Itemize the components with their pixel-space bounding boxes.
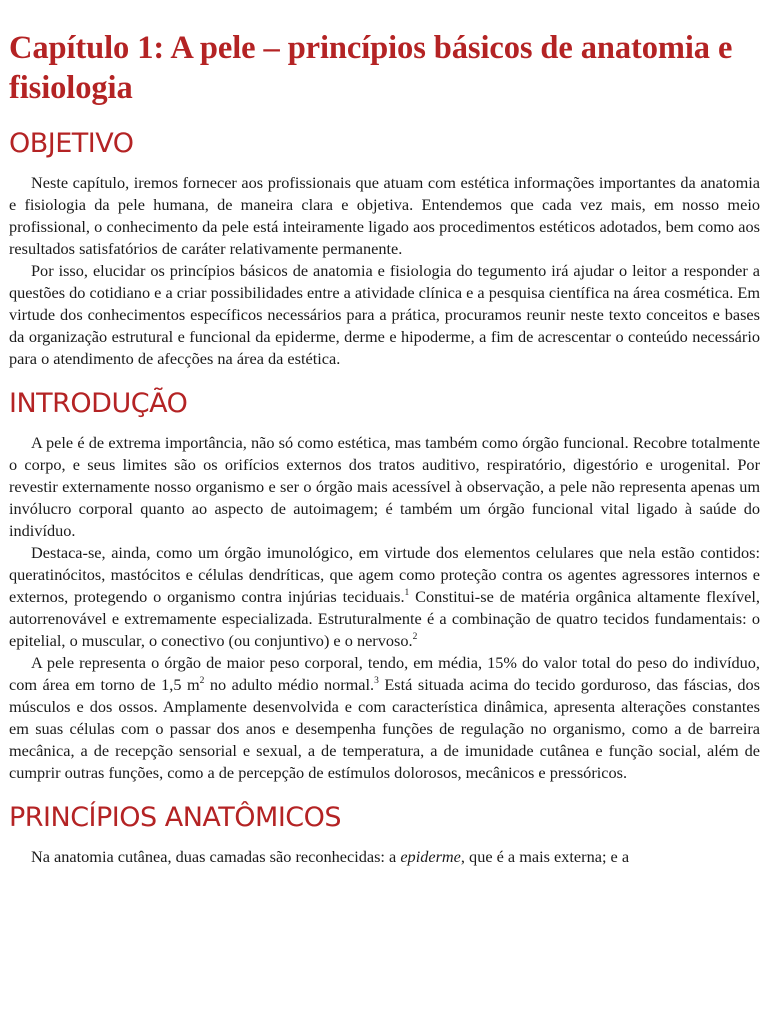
section-introducao	[9, 384, 760, 784]
paragraph	[9, 542, 760, 652]
paragraph-text: Destaca-se, ainda, como um órgão imunológico, em virtude dos elementos celulares que nela estão contidos: queratinócitos, mastócitos e células dendríticas, que agem como proteção contra os agentes agressores internos e externos, protegendo o organismo contra injúrias teciduais.	[9, 543, 760, 606]
paragraph	[9, 846, 760, 868]
paragraph: A pele é de extrema importância, não só como estética, mas também como órgão funcional. Recobre totalmente o corpo, e seus limites são os orifícios externos dos tratos auditivo, respiratório, digestório e urogenital. Por revestir externamente nosso organismo e ser o órgão mais acessível à observação, a pele não representa apenas um invólucro corporal quanto ao aspecto de autoimagem; é também um órgão funcional vital ligado à saúde do indivíduo.	[9, 433, 760, 540]
paragraph-text: Na anatomia cutânea, duas camadas são reconhecidas: a	[31, 847, 401, 866]
paragraph: Neste capítulo, iremos fornecer aos profissionais que atuam com estética informações importantes da anatomia e fisiologia da pele humana, de maneira clara e objetiva. Entendemos que cada vez mais, em nosso meio profissional, o conhecimento da pele está inteiramente ligado aos procedimentos estéticos adotados, bem como aos resultados satisfatórios de caráter relativamente permanente.	[9, 173, 760, 258]
superscript-exponent: 2	[199, 675, 205, 686]
emphasis-term: epiderme	[400, 847, 461, 866]
section-principios-anatomicos	[9, 798, 760, 868]
paragraph-text: A pele representa o órgão de maior peso corporal, tendo, em média, 15% do valor total do peso do indivíduo, com área em torno de 1,5 m	[9, 653, 760, 694]
paragraph-text: no adulto médio normal.	[204, 675, 375, 694]
paragraph-text: , que é a mais externa; e a	[460, 847, 630, 866]
chapter-title: Capítulo 1: A pele – princípios básicos de anatomia e fisiologia	[9, 30, 733, 106]
footnote-ref: 1	[404, 587, 410, 598]
paragraph-text: Está situada acima do tecido gorduroso, das fáscias, dos músculos e dos ossos. Amplamente desenvolvida e com característica dinâmica, apresenta alterações constantes em suas células com o passar dos anos e desempenha funções de regulação no organismo, como a de barreira mecânica, a de recepção sensorial e sexual, a de temperatura, a de imunidade cutânea e função social, além de cumprir outras funções, como a de percepção de estímulos dolorosos, mecânicos e pressóricos.	[9, 675, 761, 782]
section-objetivo	[9, 124, 760, 370]
section-heading-introducao: INTRODUÇÃO	[9, 388, 188, 419]
footnote-ref: 2	[412, 631, 418, 642]
paragraph: Por isso, elucidar os princípios básicos de anatomia e fisiologia do tegumento irá ajudar o leitor a responder a questões do cotidiano e a criar possibilidades entre a atividade clínica e a pesquisa científica na área cosmética. Em virtude dos conhecimentos específicos necessários para a prática, procuramos reunir neste texto conceitos e bases da organização estrutural e funcional da epiderme, derme e hipoderme, a fim de acrescentar o conteúdo necessário para o atendimento de afecções na área da estética.	[9, 261, 760, 368]
paragraph	[9, 652, 760, 784]
section-heading-principios-anatomicos: PRINCÍPIOS ANATÔMICOS	[9, 802, 342, 833]
section-heading-objetivo: OBJETIVO	[9, 128, 134, 159]
paragraph-text: Constitui-se de matéria orgânica altamente flexível, autorrenovável e extremamente especializada. Estruturalmente é a combinação de quatro tecidos fundamentais: o epitelial, o muscular, o conectivo (ou conjuntivo) e o nervoso.	[9, 587, 760, 650]
footnote-ref: 3	[374, 675, 379, 686]
